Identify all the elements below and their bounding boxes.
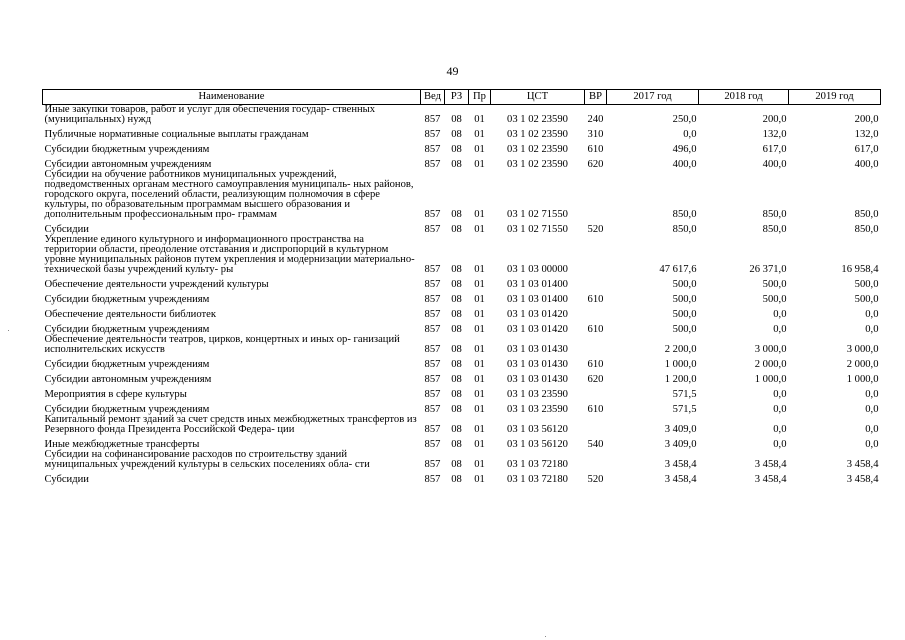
- cell-name: Субсидии: [44, 474, 89, 485]
- cell-2019: 200,0: [854, 114, 879, 125]
- cell-2019: 0,0: [865, 424, 879, 435]
- table-row: [43, 155, 881, 170]
- cell-pr: 01: [474, 129, 485, 140]
- table-row: [43, 400, 881, 415]
- cell-cst: 03 1 03 00000: [507, 264, 568, 275]
- cell-2019: 3 458,4: [846, 459, 879, 470]
- cell-2018: 0,0: [773, 439, 787, 450]
- cell-2017: 571,5: [672, 404, 697, 415]
- cell-ved: 857: [424, 359, 441, 370]
- cell-2018: 400,0: [762, 159, 787, 170]
- cell-pr: 01: [474, 264, 485, 275]
- scan-dot: [8, 330, 9, 331]
- cell-pr: 01: [474, 459, 485, 470]
- cell-rz: 08: [451, 129, 462, 140]
- cell-ved: 857: [424, 374, 441, 385]
- cell-vr: 610: [587, 404, 604, 415]
- cell-2017: 1 000,0: [664, 359, 697, 370]
- cell-2019: 0,0: [865, 309, 879, 320]
- cell-pr: 01: [474, 374, 485, 385]
- cell-cst: 03 1 03 72180: [507, 474, 568, 485]
- cell-2018: 0,0: [773, 309, 787, 320]
- cell-2018: 26 371,0: [749, 264, 787, 275]
- cell-pr: 01: [474, 294, 485, 305]
- cell-cst: 03 1 03 01430: [507, 359, 568, 370]
- header-vr: ВР: [585, 90, 607, 105]
- cell-cst: 03 1 03 01420: [507, 309, 568, 320]
- cell-name: Иные закупки товаров, работ и услуг для обеспечения государ- ственных (муниципальных) нужд: [44, 104, 376, 125]
- table-row: [43, 220, 881, 235]
- cell-2018: 0,0: [773, 389, 787, 400]
- header-2018: 2018 год: [699, 90, 789, 105]
- cell-2019: 0,0: [865, 404, 879, 415]
- table-row: [43, 170, 881, 220]
- cell-2019: 3 458,4: [846, 474, 879, 485]
- budget-table: [42, 89, 881, 485]
- cell-pr: 01: [474, 224, 485, 235]
- cell-2018: 850,0: [762, 224, 787, 235]
- cell-pr: 01: [474, 439, 485, 450]
- header-2017: 2017 год: [607, 90, 699, 105]
- cell-pr: 01: [474, 474, 485, 485]
- cell-ved: 857: [424, 324, 441, 335]
- header-name: Наименование: [43, 90, 421, 105]
- cell-rz: 08: [451, 309, 462, 320]
- table-row: [43, 125, 881, 140]
- cell-name: Публичные нормативные социальные выплаты гражданам: [44, 129, 309, 140]
- cell-rz: 08: [451, 264, 462, 275]
- cell-2019: 0,0: [865, 324, 879, 335]
- cell-name: Обеспечение деятельности библиотек: [44, 309, 216, 320]
- cell-vr: 620: [587, 159, 604, 170]
- cell-vr: 240: [587, 114, 604, 125]
- cell-vr: 620: [587, 374, 604, 385]
- cell-rz: 08: [451, 404, 462, 415]
- cell-rz: 08: [451, 294, 462, 305]
- cell-rz: 08: [451, 439, 462, 450]
- table-row: [43, 450, 881, 470]
- cell-name: Субсидии бюджетным учреждениям: [44, 324, 210, 335]
- table-row: [43, 470, 881, 485]
- cell-2019: 500,0: [854, 279, 879, 290]
- cell-cst: 03 1 02 23590: [507, 144, 568, 155]
- cell-2018: 1 000,0: [754, 374, 787, 385]
- cell-ved: 857: [424, 279, 441, 290]
- cell-2019: 16 958,4: [841, 264, 879, 275]
- table-row: [43, 320, 881, 335]
- cell-ved: 857: [424, 344, 441, 355]
- table-row: [43, 335, 881, 355]
- cell-cst: 03 1 03 01400: [507, 294, 568, 305]
- cell-vr: [585, 170, 607, 220]
- table-row: [43, 105, 881, 126]
- cell-ved: 857: [424, 159, 441, 170]
- cell-vr: 610: [587, 359, 604, 370]
- table-body: [43, 105, 881, 486]
- cell-vr: [585, 235, 607, 275]
- cell-rz: 08: [451, 344, 462, 355]
- cell-vr: [585, 305, 607, 320]
- cell-cst: 03 1 03 72180: [507, 459, 568, 470]
- cell-pr: 01: [474, 159, 485, 170]
- cell-2019: 132,0: [854, 129, 879, 140]
- table-header-row: [43, 90, 881, 105]
- cell-2017: 47 617,6: [659, 264, 697, 275]
- table-row: [43, 385, 881, 400]
- cell-2017: 0,0: [683, 129, 697, 140]
- table-row: [43, 355, 881, 370]
- cell-ved: 857: [424, 224, 441, 235]
- cell-2017: 2 200,0: [664, 344, 697, 355]
- cell-vr: [585, 275, 607, 290]
- cell-name: Субсидии автономным учреждениям: [44, 374, 212, 385]
- cell-name: Обеспечение деятельности театров, цирков, концертных и иных ор- ганизаций исполнительских искусств: [44, 334, 400, 355]
- cell-cst: 03 1 02 23590: [507, 159, 568, 170]
- cell-ved: 857: [424, 389, 441, 400]
- cell-2018: 3 000,0: [754, 344, 787, 355]
- cell-cst: 03 1 02 71550: [507, 209, 568, 220]
- cell-vr: [585, 385, 607, 400]
- cell-ved: 857: [424, 424, 441, 435]
- scan-dot: [545, 636, 546, 637]
- cell-name: Субсидии бюджетным учреждениям: [44, 294, 210, 305]
- cell-cst: 03 1 03 01420: [507, 324, 568, 335]
- cell-rz: 08: [451, 144, 462, 155]
- cell-2018: 2 000,0: [754, 359, 787, 370]
- header-ved: Вед: [421, 90, 445, 105]
- cell-name: Субсидии бюджетным учреждениям: [44, 359, 210, 370]
- cell-vr: 310: [587, 129, 604, 140]
- cell-2017: 1 200,0: [664, 374, 697, 385]
- cell-vr: [585, 415, 607, 435]
- cell-2019: 850,0: [854, 209, 879, 220]
- header-cst: ЦСТ: [491, 90, 585, 105]
- cell-cst: 03 1 03 01400: [507, 279, 568, 290]
- cell-2019: 500,0: [854, 294, 879, 305]
- cell-pr: 01: [474, 209, 485, 220]
- cell-2017: 500,0: [672, 309, 697, 320]
- cell-2018: 0,0: [773, 404, 787, 415]
- cell-rz: 08: [451, 209, 462, 220]
- cell-vr: 610: [587, 144, 604, 155]
- cell-2017: 3 458,4: [664, 459, 697, 470]
- cell-name: Субсидии: [44, 224, 89, 235]
- cell-vr: [585, 335, 607, 355]
- cell-ved: 857: [424, 404, 441, 415]
- cell-pr: 01: [474, 309, 485, 320]
- cell-name: Обеспечение деятельности учреждений культуры: [44, 279, 269, 290]
- cell-rz: 08: [451, 324, 462, 335]
- cell-name: Субсидии автономным учреждениям: [44, 159, 212, 170]
- cell-2019: 2 000,0: [846, 359, 879, 370]
- cell-rz: 08: [451, 474, 462, 485]
- header-2019: 2019 год: [789, 90, 881, 105]
- cell-2018: 850,0: [762, 209, 787, 220]
- cell-2018: 3 458,4: [754, 459, 787, 470]
- cell-vr: 520: [587, 224, 604, 235]
- cell-vr: 520: [587, 474, 604, 485]
- cell-ved: 857: [424, 114, 441, 125]
- page-number: 49: [446, 64, 459, 78]
- cell-ved: 857: [424, 129, 441, 140]
- cell-2018: 200,0: [762, 114, 787, 125]
- cell-2017: 500,0: [672, 294, 697, 305]
- cell-rz: 08: [451, 159, 462, 170]
- cell-rz: 08: [451, 374, 462, 385]
- cell-2017: 850,0: [672, 224, 697, 235]
- cell-ved: 857: [424, 144, 441, 155]
- cell-ved: 857: [424, 264, 441, 275]
- cell-ved: 857: [424, 209, 441, 220]
- cell-name: Субсидии бюджетным учреждениям: [44, 404, 210, 415]
- cell-rz: 08: [451, 459, 462, 470]
- cell-rz: 08: [451, 224, 462, 235]
- cell-cst: 03 1 02 23590: [507, 129, 568, 140]
- header-pr: Пр: [469, 90, 491, 105]
- cell-cst: 03 1 03 56120: [507, 439, 568, 450]
- cell-ved: 857: [424, 474, 441, 485]
- cell-name: Субсидии на обучение работников муниципальных учреждений, подведомственных органам местного самоуправления муниципаль- ных районов, городского округа, поселений области, реализующим полномочия в сфере культуры, по образовательным программам высшего образования и дополнительным профессиональным про- граммам: [44, 169, 414, 220]
- cell-vr: 610: [587, 294, 604, 305]
- cell-2019: 1 000,0: [846, 374, 879, 385]
- table-row: [43, 370, 881, 385]
- cell-ved: 857: [424, 309, 441, 320]
- cell-2017: 400,0: [672, 159, 697, 170]
- cell-cst: 03 1 03 23590: [507, 389, 568, 400]
- cell-name: Иные межбюджетные трансферты: [44, 439, 200, 450]
- cell-2018: 3 458,4: [754, 474, 787, 485]
- cell-pr: 01: [474, 424, 485, 435]
- cell-rz: 08: [451, 389, 462, 400]
- cell-2017: 3 409,0: [664, 439, 697, 450]
- cell-2019: 0,0: [865, 439, 879, 450]
- cell-ved: 857: [424, 439, 441, 450]
- cell-name: Субсидии бюджетным учреждениям: [44, 144, 210, 155]
- cell-cst: 03 1 03 01430: [507, 344, 568, 355]
- cell-cst: 03 1 02 71550: [507, 224, 568, 235]
- cell-2018: 617,0: [762, 144, 787, 155]
- cell-pr: 01: [474, 389, 485, 400]
- cell-cst: 03 1 03 01430: [507, 374, 568, 385]
- cell-cst: 03 1 03 56120: [507, 424, 568, 435]
- cell-2018: 132,0: [762, 129, 787, 140]
- cell-cst: 03 1 02 23590: [507, 114, 568, 125]
- cell-2017: 3 458,4: [664, 474, 697, 485]
- cell-2019: 850,0: [854, 224, 879, 235]
- cell-name: Укрепление единого культурного и информационного пространства на территории области, преодоление отставания и диспропорций в культурном уровне муниципальных районов путем укрепления и модернизации материально-технической базы учреждений культу- ры: [44, 234, 415, 275]
- cell-2018: 0,0: [773, 324, 787, 335]
- table-row: [43, 435, 881, 450]
- cell-vr: 610: [587, 324, 604, 335]
- table-row: [43, 140, 881, 155]
- cell-2018: 500,0: [762, 294, 787, 305]
- cell-name: Мероприятия в сфере культуры: [44, 389, 187, 400]
- table-row: [43, 290, 881, 305]
- cell-cst: 03 1 03 23590: [507, 404, 568, 415]
- table-row: [43, 235, 881, 275]
- cell-2017: 496,0: [672, 144, 697, 155]
- cell-2018: 0,0: [773, 424, 787, 435]
- cell-rz: 08: [451, 114, 462, 125]
- cell-pr: 01: [474, 279, 485, 290]
- cell-2019: 617,0: [854, 144, 879, 155]
- cell-ved: 857: [424, 294, 441, 305]
- cell-2017: 250,0: [672, 114, 697, 125]
- cell-pr: 01: [474, 344, 485, 355]
- cell-rz: 08: [451, 279, 462, 290]
- cell-2019: 0,0: [865, 389, 879, 400]
- cell-2019: 3 000,0: [846, 344, 879, 355]
- table-row: [43, 415, 881, 435]
- cell-vr: [585, 450, 607, 470]
- cell-2017: 500,0: [672, 279, 697, 290]
- table-row: [43, 305, 881, 320]
- cell-pr: 01: [474, 114, 485, 125]
- cell-ved: 857: [424, 459, 441, 470]
- cell-2018: 500,0: [762, 279, 787, 290]
- cell-name: Капитальный ремонт зданий за счет средств иных межбюджетных трансфертов из Резервного фонда Президента Российской Федера- ции: [44, 414, 417, 435]
- table-row: [43, 275, 881, 290]
- cell-2019: 400,0: [854, 159, 879, 170]
- cell-rz: 08: [451, 424, 462, 435]
- cell-2017: 500,0: [672, 324, 697, 335]
- cell-2017: 571,5: [672, 389, 697, 400]
- cell-vr: 540: [587, 439, 604, 450]
- cell-rz: 08: [451, 359, 462, 370]
- cell-2017: 3 409,0: [664, 424, 697, 435]
- cell-name: Субсидии на софинансирование расходов по строительству зданий муниципальных учреждений культуры в сельских поселениях обла- сти: [44, 449, 370, 470]
- cell-2017: 850,0: [672, 209, 697, 220]
- cell-pr: 01: [474, 359, 485, 370]
- cell-pr: 01: [474, 144, 485, 155]
- header-rz: РЗ: [445, 90, 469, 105]
- cell-pr: 01: [474, 404, 485, 415]
- cell-pr: 01: [474, 324, 485, 335]
